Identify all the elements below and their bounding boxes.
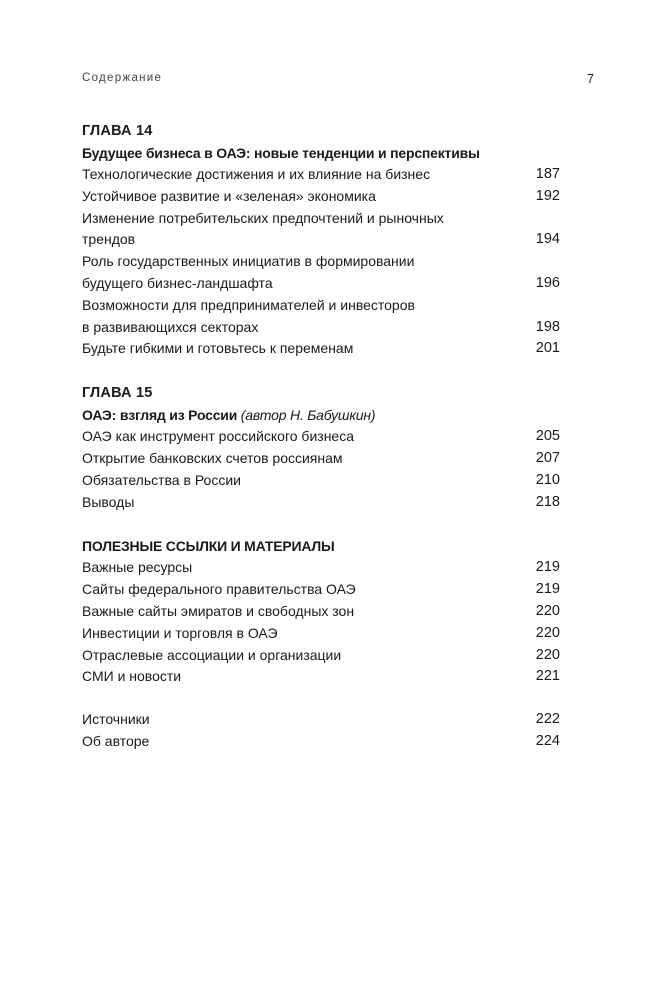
toc-entry-page: 187: [535, 166, 560, 182]
toc-entry-page: 218: [535, 493, 560, 510]
toc-entry-title: Важные сайты эмиратов и свободных зон: [82, 602, 355, 619]
toc-entry[interactable]: [82, 731, 560, 753]
toc-entry-page: 194: [535, 231, 560, 248]
toc-entry-page: 192: [535, 187, 560, 204]
chapter-14-label: ГЛАВА 14: [82, 123, 153, 139]
toc-entry[interactable]: [82, 623, 560, 645]
toc-entry-title: Устойчивое развитие и «зеленая» экономика: [82, 187, 376, 204]
toc-entry-title: Возможности для предпринимателей и инвесторов в развивающихся секторах: [82, 296, 415, 335]
toc-entry-page: 221: [535, 668, 560, 685]
toc-entry-page: 224: [535, 732, 560, 749]
links-section: [82, 535, 560, 688]
toc-entry-page: 220: [535, 646, 560, 663]
toc-entry[interactable]: [82, 666, 560, 688]
toc-entry[interactable]: [82, 186, 560, 208]
toc-entry-page: 198: [535, 318, 560, 335]
toc-entry-page: 220: [535, 624, 560, 641]
running-title: Содержание: [82, 72, 163, 84]
toc-entry-page: 219: [535, 559, 560, 576]
running-header: [82, 72, 594, 92]
toc-entry-title: Об авторе: [82, 732, 150, 749]
toc-entry-page: 205: [535, 428, 560, 445]
toc-entry-title: Сайты федерального правительства ОАЭ: [82, 581, 356, 598]
chapter-14-section: [82, 120, 560, 360]
toc-entry-title: Отраслевые ассоциации и организации: [82, 646, 342, 663]
toc-entry[interactable]: [82, 470, 560, 492]
toc-entry-page: 196: [535, 274, 560, 291]
chapter-15-section: [82, 382, 560, 513]
toc-entry[interactable]: [82, 601, 560, 623]
toc-entry-title: Инвестиции и торговля в ОАЭ: [82, 624, 278, 641]
toc-entry-title: Выводы: [82, 493, 135, 510]
toc-entry-title: Роль государственных инициатив в формировании будущего бизнес-ландшафта: [82, 253, 415, 291]
toc-entry-page: 222: [535, 711, 560, 728]
toc-entry[interactable]: [82, 164, 560, 186]
toc-entry-title: Технологические достижения и их влияние на бизнес: [82, 166, 431, 182]
table-of-contents: [82, 120, 560, 753]
toc-entry-title: Открытие банковских счетов россиянам: [82, 449, 343, 466]
toc-entry[interactable]: [82, 251, 560, 295]
backmatter-section: [82, 709, 560, 753]
chapter-15-label: ГЛАВА 15: [82, 385, 153, 402]
toc-entry-page: 207: [535, 449, 560, 466]
toc-entry-title: ОАЭ как инструмент российского бизнеса: [82, 428, 354, 445]
toc-entry-title: Будьте гибкими и готовьтесь к переменам: [82, 340, 354, 357]
toc-entry[interactable]: [82, 709, 560, 731]
chapter-15-title: ОАЭ: взгляд из России: [82, 407, 238, 424]
toc-entry-title: Обязательства в России: [82, 471, 241, 488]
toc-entry[interactable]: [82, 208, 560, 252]
chapter-15-author: (автор Н. Бабушкин): [237, 407, 376, 424]
links-label: ПОЛЕЗНЫЕ ССЫЛКИ И МАТЕРИАЛЫ: [82, 538, 335, 555]
toc-entry-title: Источники: [82, 711, 150, 728]
toc-entry-page: 219: [535, 581, 560, 598]
toc-entry[interactable]: [82, 426, 560, 448]
toc-entry-page: 210: [535, 471, 560, 488]
toc-entry[interactable]: [82, 448, 560, 470]
toc-entry[interactable]: [82, 338, 560, 360]
page-number: 7: [587, 72, 594, 86]
toc-entry[interactable]: [82, 579, 560, 601]
toc-entry[interactable]: [82, 492, 560, 514]
toc-entry[interactable]: [82, 645, 560, 667]
toc-entry-title: СМИ и новости: [82, 668, 182, 685]
toc-entry-page: 201: [535, 340, 560, 357]
toc-entry[interactable]: [82, 557, 560, 579]
toc-entry-page: 220: [535, 602, 560, 619]
chapter-14-title: Будущее бизнеса в ОАЭ: новые тенденции и перспективы: [82, 145, 480, 161]
toc-entry-title: Важные ресурсы: [82, 559, 193, 576]
toc-entry-title: Изменение потребительских предпочтений и рыночных трендов: [82, 209, 444, 248]
chapter-15-title-line: [82, 404, 560, 426]
toc-entry[interactable]: [82, 295, 560, 339]
